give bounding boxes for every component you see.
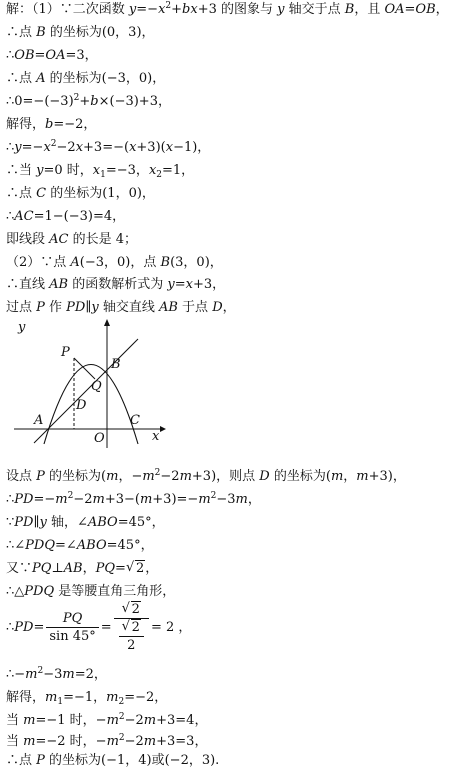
math-variable: AB	[49, 277, 69, 292]
solution-line: ∴直线 AB 的函数解析式为 y=x+3，	[6, 277, 226, 292]
math-variable: m	[106, 690, 119, 705]
superscript: 2	[50, 139, 57, 149]
square-root: √ 2	[122, 619, 141, 636]
subscript: 1	[100, 170, 106, 180]
solution-line: ∴PD= $\frac{PQ}{\sin 45^\circ}$ = √ 2 √ $\frac{2}{2}$ = 2 ，	[6, 601, 191, 654]
math-variable: y	[14, 140, 22, 155]
math-variable: P	[36, 300, 45, 315]
parabola-figure	[10, 312, 175, 452]
solution-line: 又∵PQ⊥AB，PQ=√ 2，	[6, 560, 158, 578]
solution-line: 即线段 AC 的长是 4；	[6, 232, 138, 247]
fraction	[114, 601, 149, 654]
math-variable: x	[75, 140, 84, 155]
math-variable: x	[148, 163, 157, 178]
fraction	[46, 610, 98, 645]
math-variable: OA	[45, 48, 66, 63]
solution-line: ∴AC=1−(−3)=4，	[6, 209, 126, 224]
math-variable: m	[106, 713, 119, 728]
fraction-denominator: 2	[127, 638, 136, 653]
math-variable: y	[39, 515, 47, 530]
y-axis-label: y	[18, 320, 26, 335]
solution-line: $\therefore 0=-(-3)^2+b\times(-3)+3$，	[6, 93, 171, 109]
math-variable: x	[158, 2, 166, 17]
math-variable: y	[36, 163, 44, 178]
math-variable: bx	[182, 2, 198, 17]
solution-line: 设点 P 的坐标为(m，$-m^2-2m+3$)，则点 D 的坐标为(m，m+3)，	[6, 468, 406, 484]
fraction-numerator	[46, 610, 98, 628]
x-axis-label: x	[152, 429, 160, 444]
math-variable: ABO	[76, 538, 107, 553]
math-variable: PD	[14, 492, 34, 507]
solution-line: （2）∵点 A(−3，0)，点 B(3，0)，	[6, 255, 223, 270]
math-variable: y	[167, 277, 175, 292]
math-variable: m	[23, 734, 36, 749]
math-variable: x	[165, 140, 174, 155]
math-variable: PDQ	[24, 584, 55, 599]
math-variable: OB	[14, 48, 35, 63]
square-root: √ 2	[126, 560, 145, 578]
math-variable: x	[129, 140, 137, 155]
subscript: 2	[118, 697, 125, 707]
superscript: 2	[37, 666, 44, 676]
math-variable: PDQ	[25, 538, 55, 553]
solution-line: ∴OB=OA=3，	[6, 48, 98, 63]
segment-pq	[74, 358, 95, 379]
math-variable: PQ	[32, 561, 52, 576]
solution-line: 当 m=−1 时，$-m^2-2m+3=4$，	[6, 712, 208, 728]
math-variable: m	[235, 492, 248, 507]
math-variable: D	[259, 469, 270, 484]
math-variable: AC	[14, 209, 34, 224]
math-variable: OA	[384, 2, 405, 17]
point-label-d: D	[76, 398, 87, 413]
math-variable: x	[92, 163, 101, 178]
superscript: 2	[165, 1, 172, 11]
solution-line: 当 m=−2 时，$-m^2-2m+3=3$，	[6, 733, 208, 749]
superscript: 2	[154, 468, 161, 478]
solution-line: ∴△PDQ 是等腰直角三角形，	[6, 584, 176, 599]
math-variable: m	[198, 492, 211, 507]
solution-line: ∴点 P 的坐标为(−1，4)或(−2，3).	[6, 753, 220, 768]
point-label-a: A	[34, 413, 44, 428]
math-variable: m	[356, 469, 369, 484]
point-label-b: B	[111, 357, 121, 372]
superscript: 2	[73, 93, 80, 103]
math-variable: AB	[63, 561, 83, 576]
math-variable: m	[330, 469, 344, 484]
line-ab	[34, 339, 138, 443]
subscript: 1	[57, 697, 64, 707]
math-variable: B	[160, 255, 171, 270]
math-variable: m	[142, 469, 155, 484]
math-variable: A	[70, 255, 80, 270]
superscript: 2	[118, 733, 125, 743]
fraction-numerator	[114, 601, 149, 619]
point-label-p: P	[61, 345, 70, 360]
math-variable: m	[23, 713, 36, 728]
y-axis-arrow	[104, 319, 110, 326]
solution-line: ∴当 y=0 时，$x_1=-3$，$x_2=1$，	[6, 163, 195, 180]
math-variable: m	[25, 667, 38, 682]
math-variable: B	[36, 25, 46, 40]
solution-line: ∴∠PDQ=∠ABO=45°，	[6, 538, 154, 553]
math-variable: P	[36, 469, 45, 484]
math-variable: m	[106, 734, 119, 749]
math-variable: ABO	[87, 515, 118, 530]
math-variable: PQ	[95, 561, 116, 576]
solution-line: ∴点 B 的坐标为(0，3)，	[6, 25, 155, 40]
math-variable: m	[143, 713, 157, 728]
fraction-denominator	[114, 619, 149, 654]
math-variable: b	[90, 94, 99, 109]
math-variable: m	[62, 667, 75, 682]
solution-line: $\therefore-m^2-3m=2$，	[6, 666, 107, 682]
fraction	[119, 619, 144, 654]
solution-line: 过点 P 作 PD∥y 轴交直线 AB 于点 D，	[6, 300, 236, 315]
math-variable: D	[212, 300, 223, 315]
solution-line: ∴点 C 的坐标为(1，0)，	[6, 186, 155, 201]
math-variable: y	[91, 300, 99, 315]
math-variable: P	[36, 753, 45, 768]
solution-line: 解得，$m_1=-1$，$m_2=-2$，	[6, 690, 168, 707]
math-variable: m	[45, 690, 58, 705]
math-variable: C	[36, 186, 47, 201]
superscript: 2	[210, 491, 217, 501]
math-variable: AC	[49, 232, 69, 247]
math-variable: OB	[415, 2, 436, 17]
math-variable: m	[143, 734, 157, 749]
math-variable: x	[43, 140, 51, 155]
math-variable: m	[179, 469, 192, 484]
math-variable: m	[106, 469, 119, 484]
math-variable: y	[277, 2, 285, 17]
superscript: 2	[118, 712, 125, 722]
math-variable: x	[185, 277, 193, 292]
superscript: 2	[67, 491, 74, 501]
math-variable: PD	[14, 515, 34, 530]
math-variable: AB	[158, 300, 178, 315]
fraction-numerator	[119, 619, 144, 637]
subscript: 2	[156, 170, 163, 180]
math-variable: b	[45, 117, 54, 132]
x-axis-arrow	[160, 426, 166, 432]
solution-line: ∴点 A 的坐标为(−3，0)，	[6, 71, 166, 86]
point-label-q: Q	[91, 379, 102, 394]
math-variable: PQ	[62, 611, 83, 626]
square-root: √ 2	[122, 601, 141, 618]
solution-line: 解得，b=−2，	[6, 117, 97, 132]
point-label-c: C	[130, 413, 140, 428]
math-variable: PD	[66, 300, 86, 315]
math-variable: m	[92, 492, 105, 507]
math-variable: y	[128, 2, 137, 17]
solution-line: ∵PD∥y 轴，∠ABO=45°，	[6, 515, 165, 530]
solution-line: $\therefore y=-x^2-2x+3=-(x+3)(x-1)$，	[6, 139, 211, 155]
solution-line: $\therefore PD=-m^2-2m+3-(m+3)=-m^2-3m$，	[6, 491, 261, 507]
math-variable: A	[36, 71, 46, 86]
math-variable: B	[344, 2, 355, 17]
math-variable: m	[139, 492, 153, 507]
solution-line: 解：（1）∵二次函数 $y=-x^2+bx+3$ 的图象与 y 轴交于点 B，且 OA=OB，	[6, 1, 449, 17]
point-label-o: O	[94, 431, 105, 446]
fraction-denominator: sin 45°	[49, 629, 96, 644]
parabola-curve	[44, 365, 138, 445]
math-variable: PD	[14, 620, 34, 635]
math-variable: m	[55, 492, 68, 507]
